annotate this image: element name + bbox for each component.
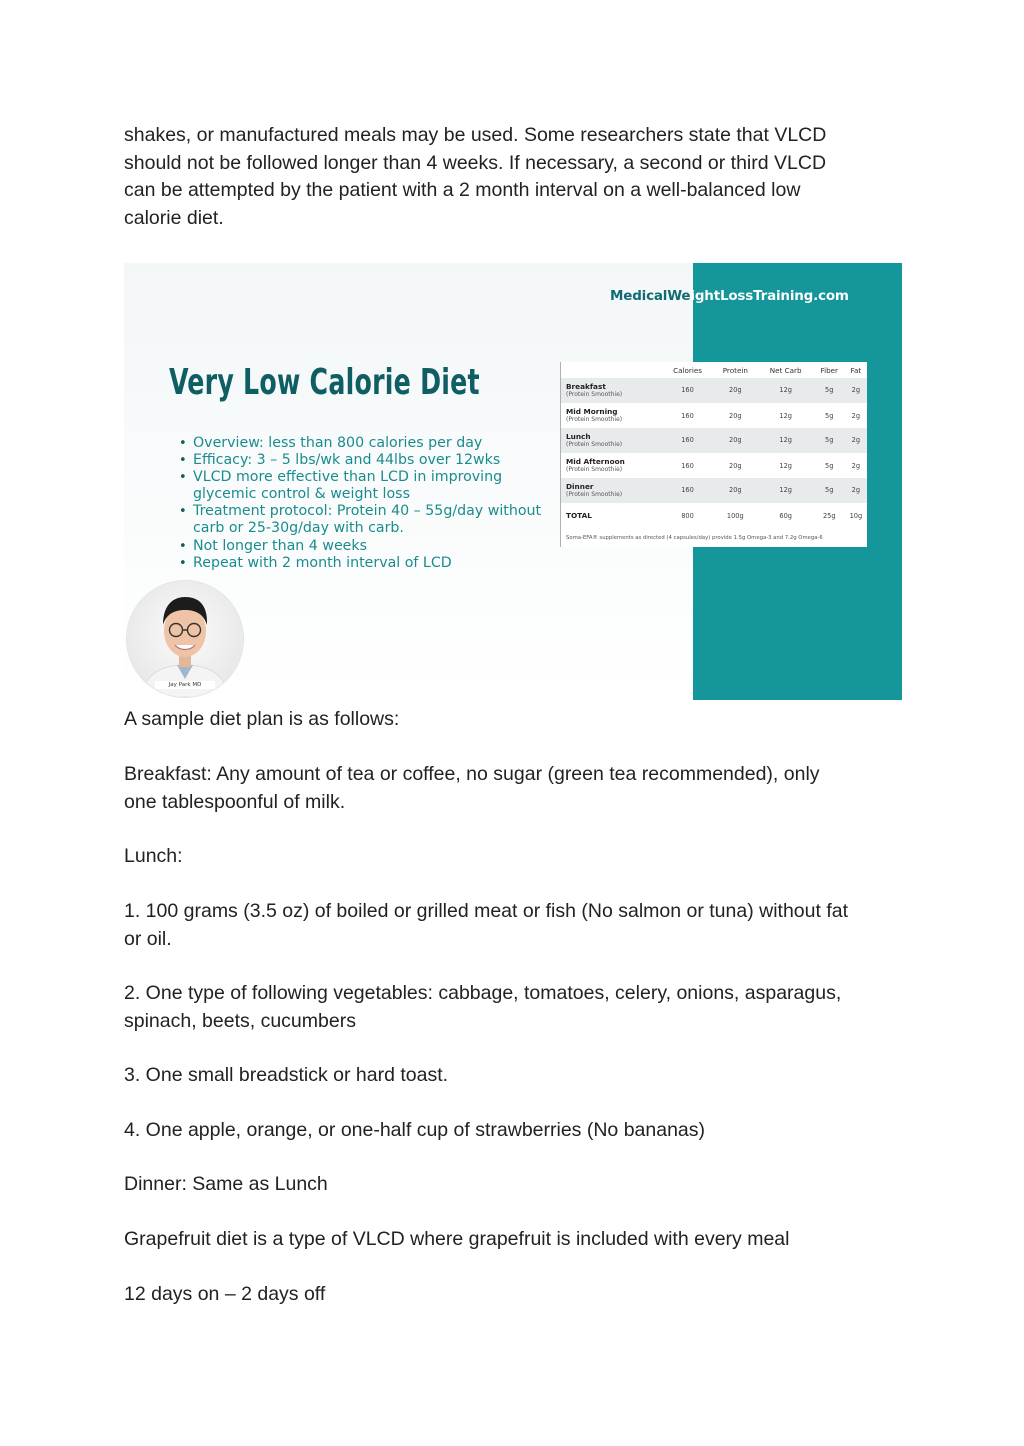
meal-cell: Dinner (Protein Smoothie) — [561, 478, 662, 503]
intro-paragraph — [124, 122, 914, 232]
total-cell: 10g — [845, 503, 867, 529]
lunch-item-3: 3. One small breadstick or hard toast. — [124, 1064, 449, 1086]
bullet-item: • Repeat with 2 month interval of LCD — [179, 554, 452, 571]
dinner-line: Dinner: Same as Lunch — [124, 1173, 328, 1195]
bullet-item: • Not longer than 4 weeks — [179, 537, 368, 554]
meal-cell: Lunch (Protein Smoothie) — [561, 428, 662, 453]
header-cell: Calories — [662, 362, 713, 378]
value-cell: 160 — [662, 403, 713, 428]
presenter-photo-icon — [127, 581, 243, 697]
bullet-dot-icon: • — [179, 555, 187, 571]
value-cell: 20g — [713, 378, 757, 403]
breakfast-line: Breakfast: Any amount of tea or coffee, no sugar (green tea recommended), only — [124, 763, 820, 785]
value-cell: 12g — [758, 378, 814, 403]
value-cell: 5g — [814, 378, 845, 403]
total-cell: 25g — [814, 503, 845, 529]
value-cell: 160 — [662, 378, 713, 403]
value-cell: 2g — [845, 378, 867, 403]
value-cell: 160 — [662, 453, 713, 478]
value-cell: 5g — [814, 428, 845, 453]
value-cell: 20g — [713, 428, 757, 453]
table-total-row — [561, 503, 867, 529]
intro-line: shakes, or manufactured meals may be used. Some researchers state that VLCD — [124, 124, 827, 146]
value-cell: 2g — [845, 403, 867, 428]
intro-line: can be attempted by the patient with a 2 month interval on a well-balanced low — [124, 179, 801, 201]
meal-cell: Breakfast (Protein Smoothie) — [561, 378, 662, 403]
bullet-item: • Efficacy: 3 – 5 lbs/wk and 44lbs over 12wks — [179, 452, 501, 469]
value-cell: 12g — [758, 453, 814, 478]
grapefruit-line: Grapefruit diet is a type of VLCD where grapefruit is included with every meal — [124, 1228, 790, 1250]
value-cell: 5g — [814, 403, 845, 428]
item-line: 1. 100 grams (3.5 oz) of boiled or grilled meat or fish (No salmon or tuna) without fat — [124, 900, 849, 922]
table-row — [561, 403, 867, 428]
bullet-item: • VLCD more effective than LCD in improving glycemic control & weight loss — [179, 469, 503, 503]
value-cell: 2g — [845, 478, 867, 503]
value-cell: 20g — [713, 478, 757, 503]
header-cell — [561, 362, 662, 378]
header-cell: Protein — [713, 362, 757, 378]
cycle-line: 12 days on – 2 days off — [124, 1283, 326, 1305]
lunch-item-2 — [124, 980, 914, 1035]
value-cell: 2g — [845, 453, 867, 478]
item-line: spinach, beets, cucumbers — [124, 1009, 356, 1032]
meal-cell: Mid Morning (Protein Smoothie) — [561, 403, 662, 428]
bullet-dot-icon: • — [179, 538, 187, 554]
total-label: TOTAL — [561, 503, 662, 529]
bullet-dot-icon: • — [179, 470, 187, 486]
item-line: 2. One type of following vegetables: cabbage, tomatoes, celery, onions, asparagus, — [124, 982, 842, 1004]
value-cell: 5g — [814, 453, 845, 478]
lunch-item-1 — [124, 898, 914, 953]
intro-line: calorie diet. — [124, 206, 224, 229]
table-row — [561, 428, 867, 453]
supplement-note: Soma-EFA® supplements as directed (4 capsules/day) provide 1.5g Omega-3 and 7.2g Omega-6 — [561, 529, 867, 548]
vlcd-slide-image — [124, 263, 902, 700]
value-cell: 160 — [662, 428, 713, 453]
value-cell: 20g — [713, 403, 757, 428]
bullet-item: • Overview: less than 800 calories per day — [179, 435, 483, 451]
table-note-row — [561, 529, 867, 548]
header-cell: Fat — [845, 362, 867, 378]
value-cell: 2g — [845, 428, 867, 453]
header-cell: Net Carb — [758, 362, 814, 378]
meal-cell: Mid Afternoon (Protein Smoothie) — [561, 453, 662, 478]
nutrition-table-card — [560, 362, 867, 547]
bullet-dot-icon: • — [179, 504, 187, 520]
value-cell: 12g — [758, 478, 814, 503]
value-cell: 12g — [758, 428, 814, 453]
slide-bullet-list — [179, 435, 549, 572]
lunch-item-4: 4. One apple, orange, or one-half cup of strawberries (No bananas) — [124, 1119, 706, 1141]
table-header-row — [561, 362, 867, 378]
value-cell: 5g — [814, 478, 845, 503]
value-cell: 20g — [713, 453, 757, 478]
bullet-dot-icon: • — [179, 436, 187, 451]
item-line: or oil. — [124, 927, 172, 950]
total-cell: 800 — [662, 503, 713, 529]
brand-url: MedicalWeightLossTraining.com — [610, 288, 890, 304]
slide-title: Very Low Calorie Diet — [169, 362, 480, 403]
table-row — [561, 378, 867, 403]
value-cell: 12g — [758, 403, 814, 428]
sample-heading: A sample diet plan is as follows: — [124, 708, 400, 730]
total-cell: 60g — [758, 503, 814, 529]
presenter-avatar — [127, 581, 243, 697]
bullet-dot-icon: • — [179, 453, 187, 469]
bullet-item: • Treatment protocol: Protein 40 – 55g/day without carb or 25-30g/day with carb. — [179, 503, 542, 537]
nutrition-table — [561, 362, 867, 547]
intro-line: should not be followed longer than 4 weeks. If necessary, a second or third VLCD — [124, 151, 827, 174]
breakfast-line: one tablespoonful of milk. — [124, 790, 346, 813]
table-row — [561, 453, 867, 478]
table-row — [561, 478, 867, 503]
presenter-name: Jay Park MD — [155, 681, 215, 689]
header-cell: Fiber — [814, 362, 845, 378]
value-cell: 160 — [662, 478, 713, 503]
lunch-heading: Lunch: — [124, 845, 183, 867]
total-cell: 100g — [713, 503, 757, 529]
breakfast-paragraph — [124, 761, 914, 816]
